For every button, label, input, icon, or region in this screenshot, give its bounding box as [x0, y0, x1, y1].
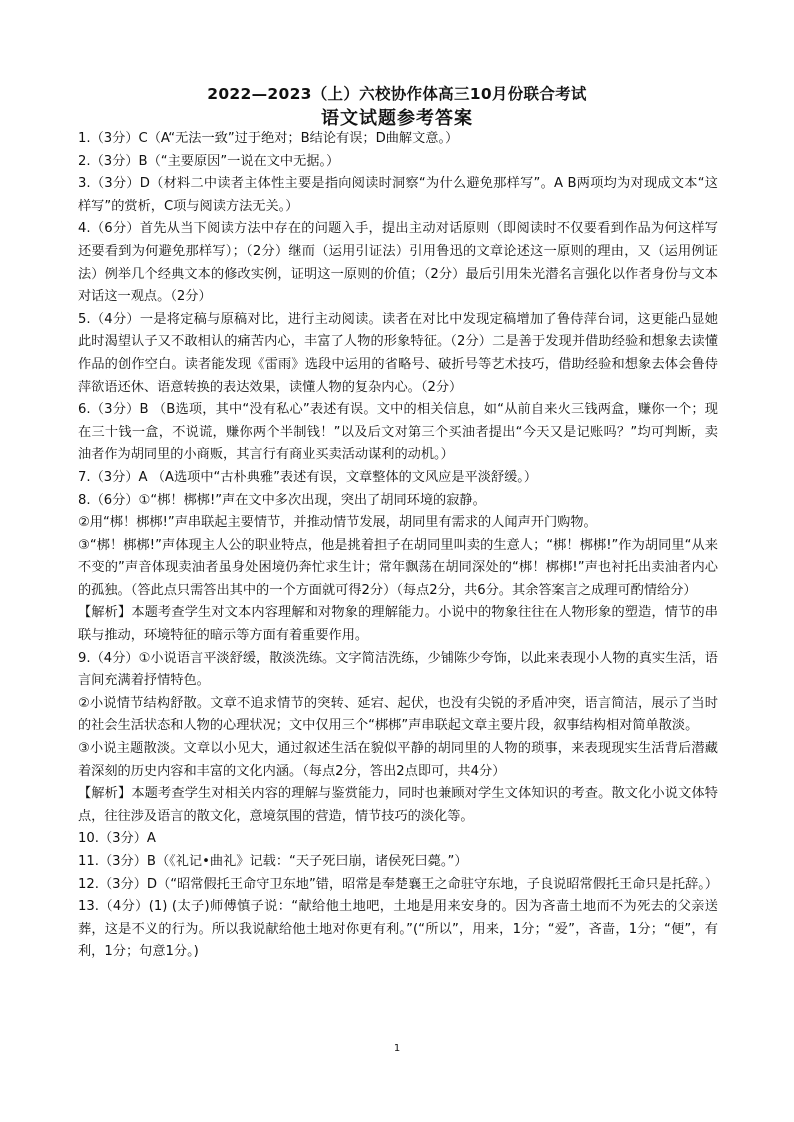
answer-item: 9.（4分）①小说语言平淡舒缓，散淡洗练。文字简洁洗练，少铺陈少夸饰，以此来表现小人物的真实生活，语言间充满着抒情特色。 [78, 650, 718, 689]
answer-item: 1.（3分）C（A“无法一致”过于绝对；B结论有误；D曲解文意。） [78, 131, 459, 146]
answer-list [78, 128, 718, 964]
answer-key-title: 语文试题参考答案 [321, 108, 473, 129]
answer-item: 4.（6分）首先从当下阅读方法中存在的问题入手，提出主动对话原则（即阅读时不仅要看到作品为何这样写还要看到为何避免那样写）；（2分）继而（运用引证法）引用鲁迅的文章论述这一原则的理由，又（运用例证法）例举几个经典文本的修改实例，证明这一原则的价值；（2分）最后引用朱光潜名言强化以作者身份与文本对话这一观点。（2分） [78, 221, 718, 305]
answer-item: 11.（3分）B（《礼记•曲礼》记载：“天子死曰崩，诸侯死曰薨。”） [78, 854, 468, 869]
answer-item: 12.（3分）D（“昭常假托王命守卫东地”错，昭常是奉楚襄王之命驻守东地，子良说昭常假托王命只是托辞。） [78, 876, 719, 892]
answer-item: ③小说主题散淡。文章以小见大，通过叙述生活在貌似平静的胡同里的人物的琐事，来表现现实生活背后潜藏着深刻的历史内容和丰富的文化内涵。（每点2分，答出2点即可，共4分） [78, 741, 718, 779]
page-number: 1 [393, 1043, 401, 1054]
analysis-note: 【解析】本题考查学生对文本内容理解和对物象的理解能力。小说中的物象往往在人物形象的塑造，情节的串联与推动，环境特征的暗示等方面有着重要作用。 [78, 605, 718, 644]
answer-item: 10.（3分）A [78, 831, 156, 847]
answer-item: ②小说情节结构舒散。文章不追求情节的突转、延宕、起伏，也没有尖锐的矛盾冲突，语言简洁，展示了当时的社会生活状态和人物的心理状况；文中仅用三个“梆梆”声串联起文章主要片段，叙事结构相对简单散淡。 [78, 695, 718, 734]
answer-item: 5.（4分）一是将定稿与原稿对比，进行主动阅读。读者在对比中发现定稿增加了鲁侍萍台词，这更能凸显她此时渴望认子又不敢相认的痛苦内心，丰富了人物的形象特征。（2分）二是善于发现并借助经验和想象去读懂作品的创作空白。读者能发现《雷雨》选段中运用的省略号、破折号等艺术技巧，借助经验和想象去体会鲁侍萍欲语还休、语意转换的表达效果，读懂人物的复杂内心。（2分） [78, 311, 718, 395]
answer-item: 8.（6分）①“梆！梆梆!”声在文中多次出现，突出了胡同环境的寂静。 [78, 492, 486, 508]
answer-item: 7.（3分）A （A选项中“古朴典雅”表述有误，文章整体的文风应是平淡舒缓。） [78, 469, 538, 485]
exam-title: 2022—2023（上）六校协作体高三10月份联合考试 [207, 85, 587, 103]
answer-item: 3.（3分）D（材料二中读者主体性主要是指向阅读时洞察“为什么避免那样写”。A B两项均为对现成文本“这样写”的赏析，C项与阅读方法无关。） [78, 176, 718, 214]
answer-item: ③“梆！梆梆!”声体现主人公的职业特点，他是挑着担子在胡同里叫卖的生意人；“梆！梆梆!”作为胡同里“从来不变的”声音体现卖油者虽身处困境仍奔忙求生计；常年飘荡在胡同深处的“梆！梆梆!”声也衬托出卖油者内心的孤独。（答此点只需答出其中的一个方面就可得2分）（每点2分，共6分。其余答案言之成理可酌情给分） [78, 537, 718, 598]
answer-item: 2.（3分）B（“主要原因”一说在文中无据。） [78, 153, 340, 169]
answer-item: 13.（4分）(1) (太子)师傅慎子说：“献给他土地吧，土地是用来安身的。因为吝啬土地而不为死去的父亲送葬，这是不义的行为。所以我说献给他土地对你更有利。”(“所以”，用来，1分；“爱”，吝啬，1分；“便”，有利，1分；句意1分。) [78, 899, 718, 960]
answer-item: 6.（3分）B （B选项，其中“没有私心”表述有误。文中的相关信息，如“从前自来火三钱两盒，赚你一个；现在三十钱一盒，不说谎，赚你两个半制钱！”以及后文对第三个买油者提出“今天又是记账吗？”均可判断，卖油者作为胡同里的小商贩，其言行有商业买卖活动谋利的动机。） [78, 402, 718, 463]
analysis-note: 【解析】本题考查学生对相关内容的理解与鉴赏能力，同时也兼顾对学生文体知识的考查。散文化小说文体特点，往往涉及语言的散文化，意境氛围的营造，情节技巧的淡化等。 [78, 786, 718, 824]
answer-item: ②用“梆！梆梆!”声串联起主要情节，并推动情节发展，胡同里有需求的人闻声开门购物。 [78, 515, 597, 531]
